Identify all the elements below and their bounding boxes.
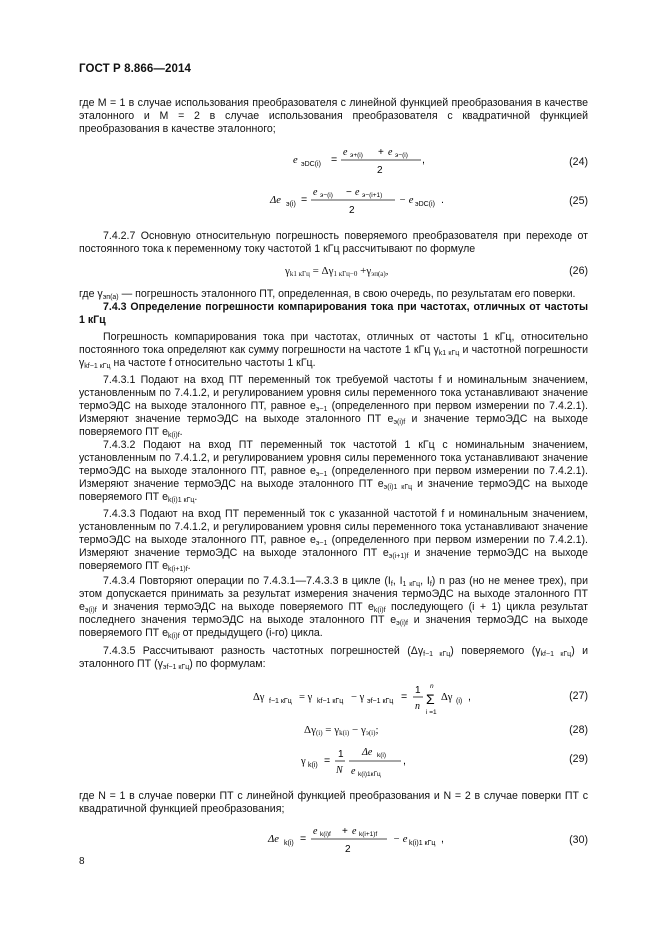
eq26-gamma: γ [285, 265, 290, 277]
eq24-lhs-sub: эDC(i) [301, 161, 321, 168]
eq30-lhs: Δe [268, 834, 279, 845]
eq29-c-num: 1 [338, 749, 344, 760]
standard-header: ГОСТ Р 8.866—2014 [79, 63, 191, 75]
eq26-sub3: эп(а) [371, 270, 386, 278]
eq27-frac-num: 1 [415, 685, 421, 696]
eq29-den: e [351, 766, 356, 777]
eq29-number: (29) [569, 753, 588, 765]
eq24-tail: , [422, 154, 425, 166]
eq26-mid: = Δγ [309, 265, 334, 277]
eq30-tail-end: , [441, 833, 444, 845]
equation-30 [79, 826, 588, 860]
equation-29 [79, 745, 588, 781]
eq27-minus-sub: эf−1 кГц [367, 698, 394, 705]
eq30-number: (30) [569, 834, 588, 846]
eq26-number: (26) [569, 265, 588, 277]
eq26-sub1: k1 кГц [289, 270, 310, 278]
eq27-number: (27) [569, 690, 588, 702]
eq25-num-b-sub: э−(i+1) [362, 192, 383, 199]
eq30-tail-sub: k(i)1 кГц [409, 840, 436, 847]
eq25-number: (25) [569, 195, 588, 207]
eq25-tail: − e [399, 195, 414, 206]
paragraph-7434: 7.4.3.4 Повторяют операции по 7.4.3.1—7.4.3.3 в цикле ($I_f$, $I_{1 кГц}$, $I_f$) n раз (но не менее трех), при этом допускается принимать за результат измерения значения термоЭДС на выходе эталонного ПТ $e_{э(i)f}$ и значения термоЭДС на выходе поверяемого ПТ $e_{k(i)f}$ последующего (i + 1) цикла результат последнего значения термоЭДС на выходе эталонного ПТ $e_{э(i)f}$ и значения термоЭДС на выходе поверяемого ПТ $e_{k(i)f}$ от предыдущего (i-го) цикла. [79, 575, 589, 640]
paragraph-743: Погрешность компарирования тока при частотах, отличных от частоты 1 кГц, относительно постоянного тока определяют как сумму погрешности на частоте 1 кГц $\gamma_{k1 кГц}$ и частотной погрешности $\gamma_{kf-1 кГц}$ на частоте f относительно частоты 1 кГц. [79, 331, 588, 370]
paragraph-7433: 7.4.3.3 Подают на вход ПТ переменный ток с указанной частотой f и номинальным значением, установленным по 7.4.1.2, и регулированием уровня силы переменного тока устанавливают значение термоЭДС на выходе эталонного ПТ, равное $e_{э-1}$ (определенного при первом измерении по 7.4.2.1). Измеряют значение термоЭДС на выходе эталонного ПТ $e_{э(i+1)f}$ и значение термоЭДС на выходе поверяемого ПТ $e_{k(i+1)f}$. [79, 508, 589, 573]
eq28-body: $\Delta\gamma_{(i)} = \gamma_{k(i)} - \gamma_{э(i)}$; [304, 724, 379, 737]
eq25-num-a-sub: э−(i) [320, 192, 333, 199]
eq26-end: , [385, 265, 389, 277]
eq26-body [285, 265, 388, 277]
eq27-end: , [468, 691, 471, 703]
equation-27-graphic [79, 682, 588, 718]
eq25-num-b: e [355, 187, 360, 198]
equation-24 [79, 148, 588, 178]
equation-25-graphic [79, 187, 588, 221]
eq27-term: Δγ [441, 692, 453, 703]
paragraph-N-definition: где N = 1 в случае поверки ПТ с линейной функцией преобразования и N = 2 в случае поверки ПТ с квадратичной функцией преобразования; [79, 790, 588, 815]
eq27-frac-den: n [415, 701, 420, 712]
eq29-eqsign: = [324, 755, 331, 767]
eq25-den: 2 [349, 205, 355, 216]
eq27-mid: = γ [299, 692, 313, 703]
paragraph-7435: 7.4.3.5 Рассчитывают разность частотных погрешностей $(\Delta\gamma_{f-1 кГц})$ поверяемого $(\gamma_{kf-1 кГц})$ и эталонного ПТ $(\gamma_{эf-1 кГц})$ по формулам: [79, 645, 589, 671]
eq26-sub2: 1 кГц−0 [333, 270, 358, 278]
eq24-num-b: e [388, 147, 393, 158]
section-743-heading: 7.4.3 Определение погрешности компарирования тока при частотах, отличных от частоты 1 кГц [79, 301, 588, 326]
eq24-lhs: e [293, 155, 298, 166]
eq30-plus: + [342, 826, 348, 837]
equation-30-graphic [79, 826, 588, 860]
eq30-tail: − e [393, 834, 408, 845]
eq30-equals: = [300, 833, 307, 845]
eq25-tail-end: . [441, 194, 444, 206]
paragraph-7427: 7.4.2.7 Основную относительную погрешность поверяемого преобразователя при переходе от постоянного тока к переменному току частотой 1 кГц рассчитывают по формуле [79, 230, 588, 255]
eq29-lhs: γ [301, 756, 306, 767]
eq24-plus: + [378, 147, 384, 158]
eq27-sum-sign: Σ [426, 691, 435, 707]
eq26-plus: +γ [357, 265, 372, 277]
equation-28 [79, 723, 588, 743]
eq30-lhs-sub: k(i) [284, 840, 294, 847]
eq28-number: (28) [569, 724, 588, 736]
eq29-den-sub: k(i)1кГц [358, 771, 381, 778]
paragraph-7431: 7.4.3.1 Подают на вход ПТ переменный ток требуемой частоты f и номинальным значением, установленным по 7.4.1.2, и регулированием уровня силы переменного тока устанавливают значение термоЭДС на выходе эталонного ПТ, равное $e_{э-1}$ (определенного при первом измерении по 7.4.2.1). Измеряют значение термоЭДС на выходе эталонного ПТ $e_{э(i)f}$ и значение термоЭДС на выходе поверяемого ПТ $e_{k(i)f}$. [79, 374, 588, 439]
paragraph-M-definition: где M = 1 в случае использования преобразователя с линейной функцией преобразования в качестве эталонного и M = 2 в случае использования преобразователя с квадратичной функцией преобразования в качестве эталонного; [79, 97, 588, 135]
eq25-lhs: Δe [270, 195, 281, 206]
eq27-sum-bottom: i =1 [426, 709, 437, 716]
eq25-equals: = [301, 194, 308, 206]
eq27-sum-top: n [430, 683, 434, 690]
eq24-num-a: e [343, 147, 348, 158]
paragraph-7432: 7.4.3.2 Подают на вход ПТ переменный ток частотой 1 кГц с номинальным значением, установленным по 7.4.1.2, и регулированием уровня силы переменного тока устанавливают значение термоЭДС на выходе эталонного ПТ, равное $e_{э-1}$ (определенного при первом измерении по 7.4.2.1). Измеряют значение термоЭДС на выходе эталонного ПТ $e_{э(i)1 кГц}$ и значение термоЭДС на выходе поверяемого ПТ $e_{k(i)1 кГц}$. [79, 439, 589, 504]
eq29-lhs-sub: k(i) [308, 762, 318, 769]
eq27-lhs: Δγ [253, 692, 265, 703]
equation-29-graphic [79, 745, 588, 781]
eq30-num-b-sub: k(i+1)f [359, 831, 378, 838]
eq27-mid-sub: kf−1 кГц [317, 698, 344, 705]
eq27-lhs-sub: f−1 кГц [269, 698, 292, 705]
eq24-den: 2 [377, 165, 383, 176]
eq30-den: 2 [345, 844, 351, 855]
eq29-num: Δe [362, 747, 373, 758]
eq24-equals: = [331, 154, 338, 166]
equation-24-graphic [79, 148, 588, 182]
eq29-end: , [403, 755, 406, 767]
equation-27 [79, 682, 588, 718]
eq25-tail-sub: эDC(i) [415, 201, 435, 208]
paragraph-where-26: где $\gamma_{эп(а)}$ — погрешность эталонного ПТ, определенная, в свою очередь, по результатам его поверки. [79, 288, 576, 301]
eq29-num-sub: k(i) [377, 752, 387, 759]
eq25-lhs-sub: э(i) [286, 201, 296, 208]
eq29-c-den: N [336, 765, 343, 776]
eq27-term-sub: (i) [456, 698, 463, 705]
eq24-number: (24) [569, 156, 588, 168]
page-number: 8 [79, 856, 85, 867]
eq27-eqsign: = [401, 691, 408, 703]
eq25-minus: − [346, 187, 352, 198]
equation-25 [79, 187, 588, 217]
eq30-num-a-sub: k(i)f [320, 831, 331, 838]
eq24-num-a-sub: э+(i) [350, 152, 363, 159]
eq30-num-a: e [313, 826, 318, 837]
eq27-minus: − γ [351, 692, 365, 703]
eq24-num-b-sub: э−(i) [395, 152, 408, 159]
eq30-num-b: e [352, 826, 357, 837]
eq25-num-a: e [313, 187, 318, 198]
